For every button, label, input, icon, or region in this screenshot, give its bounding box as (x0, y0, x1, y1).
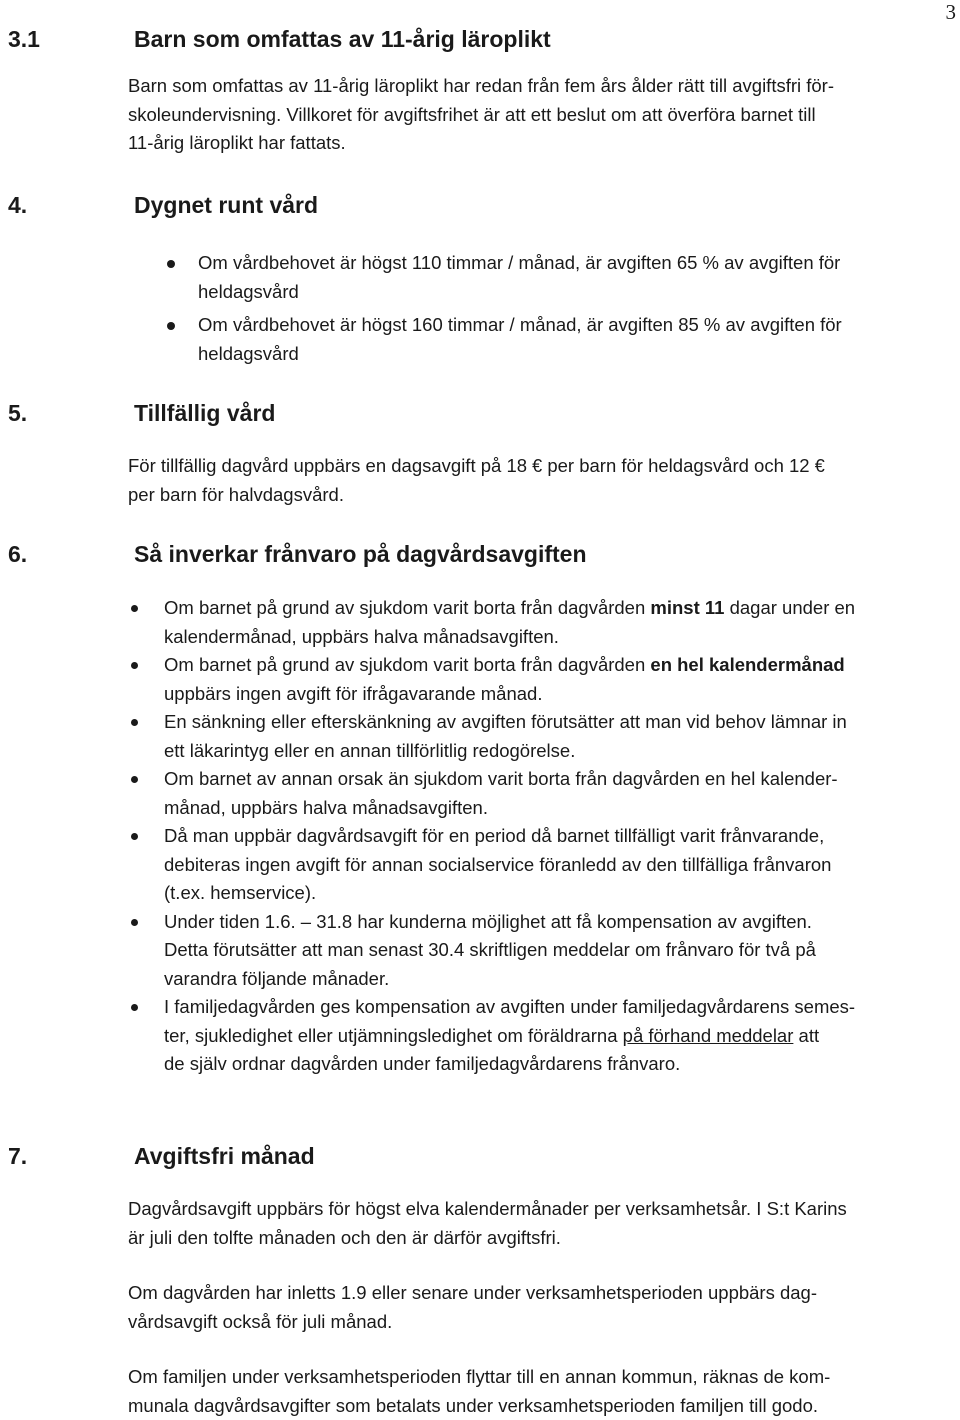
text-line: månad, uppbärs halva månadsavgiften. (164, 796, 488, 818)
list-item (164, 594, 855, 651)
text-line: per barn för halvdagsvård. (128, 483, 344, 505)
text-line: uppbärs ingen avgift för ifrågavarande månad. (164, 682, 543, 704)
section-title: Dygnet runt vård (134, 192, 319, 218)
list-item (198, 311, 842, 368)
text-line: kalendermånad, uppbärs halva månadsavgiften. (164, 625, 559, 647)
text-line: heldagsvård (198, 280, 299, 302)
section-number: 3.1 (8, 26, 40, 52)
section-6-list (164, 594, 855, 1079)
text-segment: Om barnet på grund av sjukdom varit borta från dagvården (164, 654, 651, 675)
list-item (164, 708, 855, 765)
section-title: Avgiftsfri månad (134, 1143, 315, 1169)
text-segment: att (793, 1024, 820, 1046)
bullet-icon (131, 605, 138, 612)
bullet-icon (131, 833, 138, 840)
text-segment: Om barnet på grund av sjukdom varit borta från dagvården (164, 597, 651, 618)
section-7-paragraph-2 (128, 1279, 817, 1336)
text-line: varandra följande månader. (164, 967, 390, 989)
bold-text: en hel kalendermånad (650, 654, 845, 675)
bullet-icon (131, 776, 138, 783)
text-line: vårdsavgift också för juli månad. (128, 1310, 393, 1332)
text-line: Under tiden 1.6. – 31.8 har kunderna möjlighet att få kompensation av avgiften. (164, 910, 812, 932)
bullet-icon (131, 662, 138, 669)
bullet-icon (167, 322, 175, 330)
list-item (198, 249, 842, 306)
section-number: 7. (8, 1143, 28, 1169)
text-line: 11-årig läroplikt har fattats. (128, 132, 346, 153)
text-segment: För tillfällig dagvård uppbärs en dagsavgift på 18 (128, 455, 528, 476)
text-line: Då man uppbär dagvårdsavgift för en period då barnet tillfälligt varit frånvarande, (164, 825, 825, 846)
underlined-text: på förhand meddelar (622, 1024, 794, 1046)
text-line (128, 452, 825, 481)
text-segment: ter, sjukledighet eller utjämningsledighet om föräldrarna (164, 1024, 623, 1046)
text-line: skoleundervisning. Villkoret för avgiftsfrihet är att ett beslut om att överföra barnet till (128, 103, 816, 125)
text-line: Barn som omfattas av 11-årig läroplikt har redan från fem års ålder rätt till avgiftsfri för- (128, 75, 835, 96)
text-line: ett läkarintyg eller en annan tillförlitlig redogörelse. (164, 739, 576, 761)
section-7-paragraph-3 (128, 1363, 830, 1420)
bullet-icon (167, 260, 175, 268)
section-title: Så inverkar frånvaro på dagvårdsavgiften (134, 541, 587, 567)
text-line (164, 1022, 855, 1051)
text-line: munala dagvårdsavgifter som betalats under verksamhetsperioden familjen till godo. (128, 1394, 819, 1416)
text-line: är juli den tolfte månaden och den är därför avgiftsfri. (128, 1226, 561, 1248)
text-line: Om familjen under verksamhetsperioden flyttar till en annan kommun, räknas de kom- (128, 1366, 831, 1387)
section-number: 6. (8, 541, 28, 567)
text-line: Om vårdbehovet är högst 110 timmar / månad, är avgiften 65 % av avgiften för (198, 252, 841, 273)
bullet-icon (131, 919, 138, 926)
page-number: 3 (945, 0, 956, 24)
bullet-icon (131, 1004, 138, 1011)
text-line: Om dagvården har inletts 1.9 eller senare under verksamhetsperioden uppbärs dag- (128, 1282, 818, 1303)
text-segment: dagar under en (724, 597, 856, 618)
list-item (164, 651, 855, 708)
bullet-icon (131, 719, 138, 726)
text-segment: per barn för heldagsvård och 12 (547, 455, 810, 476)
euro-symbol: € (532, 456, 543, 476)
text-line: Om vårdbehovet är högst 160 timmar / månad, är avgiften 85 % av avgiften för (198, 314, 842, 335)
list-item (164, 765, 855, 822)
section-title: Barn som omfattas av 11-årig läroplikt (134, 26, 551, 52)
section-4-list (198, 249, 842, 368)
section-5-paragraph (128, 452, 825, 509)
section-title: Tillfällig vård (134, 400, 276, 426)
text-line: heldagsvård (198, 342, 299, 364)
section-number: 5. (8, 400, 28, 426)
text-line: Om barnet av annan orsak än sjukdom varit borta från dagvården en hel kalender- (164, 768, 838, 789)
section-3-1-paragraph (128, 72, 834, 158)
list-item (164, 908, 855, 994)
euro-symbol: € (814, 456, 825, 476)
bold-text: minst 11 (650, 597, 725, 618)
section-number: 4. (8, 192, 28, 218)
text-line: (t.ex. hemservice). (164, 882, 317, 903)
section-7-paragraph-1 (128, 1195, 847, 1252)
text-line (164, 651, 855, 680)
text-line: debiteras ingen avgift för annan socialservice föranledd av den tillfälliga frånvaron (164, 853, 832, 875)
text-line: Detta förutsätter att man senast 30.4 skriftligen meddelar om frånvaro för två på (164, 939, 816, 960)
list-item (164, 993, 855, 1079)
text-line: de själv ordnar dagvården under familjedagvårdarens frånvaro. (164, 1053, 681, 1074)
text-line: I familjedagvården ges kompensation av avgiften under familjedagvårdarens semes- (164, 996, 856, 1017)
text-line (164, 594, 855, 623)
text-line: Dagvårdsavgift uppbärs för högst elva kalendermånader per verksamhetsår. I S:t Karins (128, 1198, 847, 1219)
list-item (164, 822, 855, 908)
text-line: En sänkning eller efterskänkning av avgiften förutsätter att man vid behov lämnar in (164, 711, 847, 732)
